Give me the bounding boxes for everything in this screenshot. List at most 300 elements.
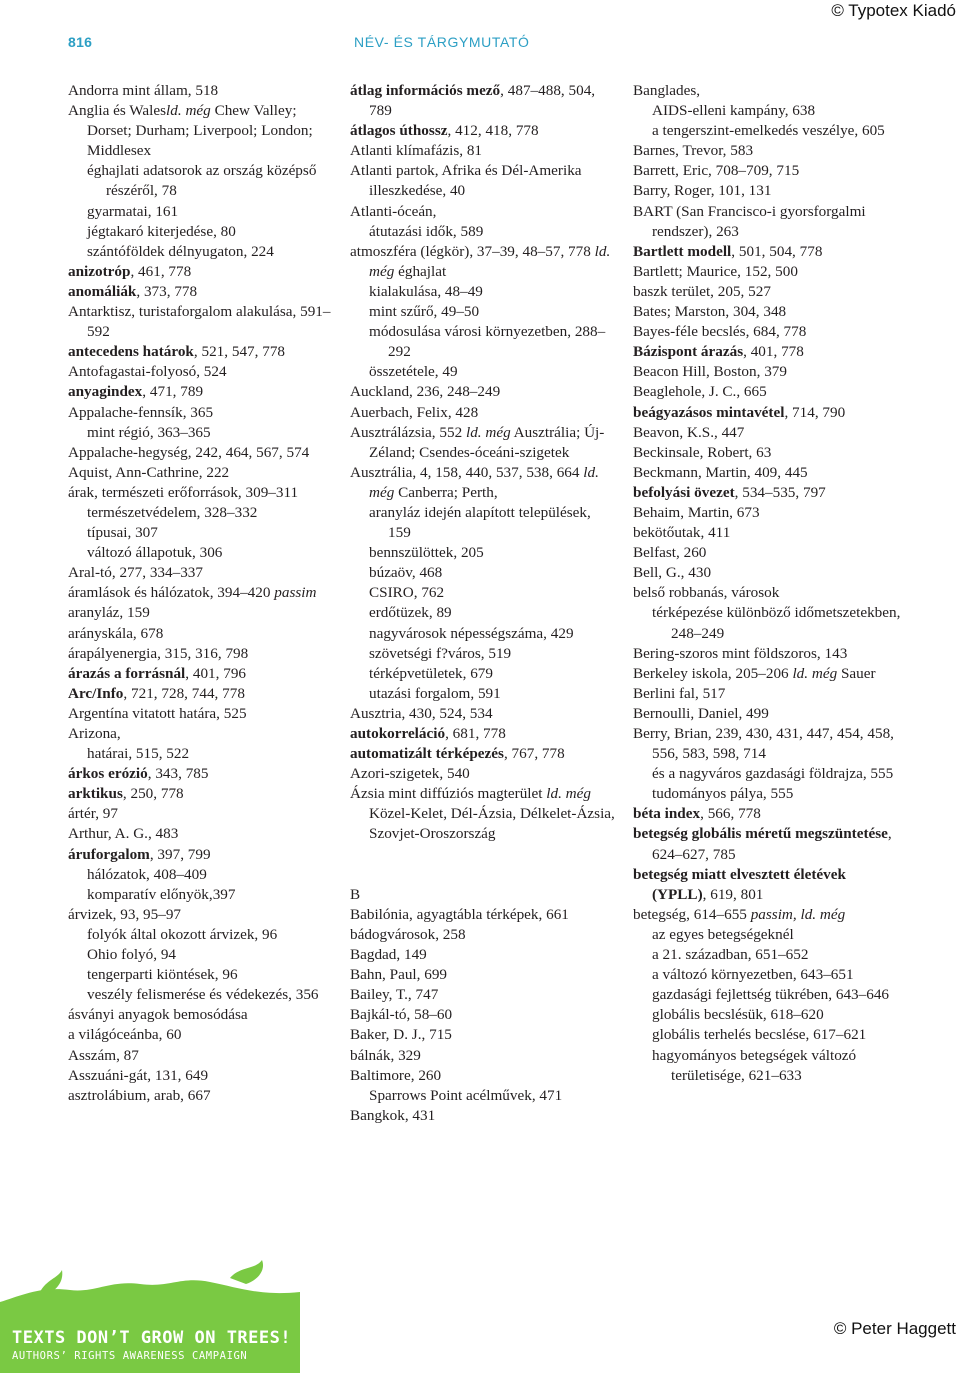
index-term: a 21. században, 651–652 xyxy=(652,946,809,964)
index-entry xyxy=(68,644,333,664)
index-entry xyxy=(68,784,333,804)
index-column-2 xyxy=(350,81,615,1126)
campaign-subline: AUTHORS’ RIGHTS AWARENESS CAMPAIGN xyxy=(12,1350,248,1362)
index-locators: , 412, 418, 778 xyxy=(447,122,539,140)
index-entry xyxy=(633,724,903,764)
index-term: Anglia és Wales xyxy=(68,102,167,120)
index-term: térképvetületek, 679 xyxy=(369,664,493,682)
index-entry xyxy=(633,905,903,925)
index-term: AIDS-elleni kampány, 638 xyxy=(652,102,816,120)
index-entry xyxy=(350,885,615,905)
index-term: a tengerszint-emelkedés veszélye, 605 xyxy=(652,122,885,140)
index-subentry xyxy=(633,1005,903,1025)
index-term: Bahn, Paul, 699 xyxy=(350,966,448,984)
index-subentry xyxy=(350,1086,615,1106)
index-subentry xyxy=(633,965,903,985)
index-entry xyxy=(68,824,333,844)
index-subentry xyxy=(68,744,333,764)
index-term: autokorreláció xyxy=(350,725,446,742)
index-locators: , 343, 785 xyxy=(147,765,209,783)
index-entry xyxy=(633,704,903,724)
index-term: Ohio folyó, 94 xyxy=(87,946,177,964)
index-entry xyxy=(350,141,615,161)
index-term: búzaöv, 468 xyxy=(369,564,443,582)
index-term: Bangkok, 431 xyxy=(350,1106,436,1124)
index-subentry xyxy=(633,985,903,1005)
index-entry xyxy=(68,1066,333,1086)
index-term: árkos erózió xyxy=(68,765,148,783)
index-term: gazdasági fejlettség tükrében, 643–646 xyxy=(652,986,890,1004)
index-term: baszk terület, 205, 527 xyxy=(633,282,771,300)
index-term: szövetségi f?város, 519 xyxy=(369,644,512,662)
index-entry xyxy=(350,744,615,764)
index-subentry xyxy=(68,423,333,443)
index-entry xyxy=(633,81,903,101)
index-term: Belfast, 260 xyxy=(633,544,707,562)
index-term: átlagos úthossz xyxy=(350,122,448,140)
index-term: összetétele, 49 xyxy=(369,363,458,381)
index-locators: , 681, 778 xyxy=(445,725,506,742)
index-subentry xyxy=(68,202,333,222)
index-term: Arthur, A. G., 483 xyxy=(68,825,179,843)
index-entry xyxy=(350,985,615,1005)
index-term: komparatív előnyök,397 xyxy=(87,885,236,903)
index-entry xyxy=(633,382,903,402)
index-term: Berkeley iskola, 205–206 xyxy=(633,664,789,682)
index-entry xyxy=(68,724,333,744)
index-subentry xyxy=(633,925,903,945)
index-term: Baltimore, 260 xyxy=(350,1066,442,1084)
index-term: Bates; Marston, 304, 348 xyxy=(633,303,787,321)
index-term: Bering-szoros mint földszoros, 143 xyxy=(633,644,848,662)
index-subentry xyxy=(633,764,903,784)
index-term: asztrolábium, arab, 667 xyxy=(68,1086,211,1104)
index-term: bádogvárosok, 258 xyxy=(350,925,466,943)
index-term: tengerparti kiöntések, 96 xyxy=(87,966,238,984)
index-term: árvizek, 93, 95–97 xyxy=(68,905,182,923)
index-term: Ázsia mint diffúziós magterület xyxy=(350,785,543,803)
index-locators: , 566, 778 xyxy=(700,805,761,823)
index-term: bekötőutak, 411 xyxy=(633,524,731,542)
index-term: Auerbach, Felix, 428 xyxy=(350,403,479,421)
index-subentry xyxy=(350,684,615,704)
index-entry xyxy=(633,865,903,905)
index-locators: , 501, 504, 778 xyxy=(731,242,823,260)
index-entry xyxy=(633,483,903,503)
index-term: antecedens határok xyxy=(68,343,194,361)
index-subentry xyxy=(68,242,333,262)
index-entry xyxy=(68,1086,333,1106)
index-locators: , 487–488, 504, 789 xyxy=(369,82,596,120)
index-subentry xyxy=(350,624,615,644)
index-subentry xyxy=(633,1046,903,1086)
index-entry xyxy=(350,1025,615,1045)
index-entry xyxy=(633,322,903,342)
index-subentry xyxy=(350,322,615,362)
index-term: anyagindex xyxy=(68,383,143,401)
index-locators: Ausztrália; Új-Zéland; Csendes-óceáni-szigetek xyxy=(369,423,605,461)
index-term: globális becslésük, 618–620 xyxy=(652,1006,824,1024)
index-term: Beacon Hill, Boston, 379 xyxy=(633,363,787,381)
index-term: anomáliák xyxy=(68,282,137,300)
index-term: Barrett, Eric, 708–709, 715 xyxy=(633,162,800,180)
index-entry xyxy=(68,101,333,161)
index-entry xyxy=(68,483,333,503)
index-entry xyxy=(68,302,333,342)
index-term: bennszülöttek, 205 xyxy=(369,544,484,562)
index-entry xyxy=(68,403,333,423)
index-term: Bartlett modell xyxy=(633,242,732,260)
section-title: NÉV- ÉS TÁRGYMUTATÓ xyxy=(354,34,530,50)
index-term: folyók által okozott árvizek, 96 xyxy=(87,925,278,943)
index-subentry xyxy=(68,885,333,905)
index-entry xyxy=(350,945,615,965)
index-locators: , 461, 778 xyxy=(130,262,192,280)
index-term: gyarmatai, 161 xyxy=(87,202,179,220)
index-entry xyxy=(633,423,903,443)
index-entry xyxy=(350,1005,615,1025)
index-crossref-label: ld. még xyxy=(788,664,838,682)
index-term: betegség globális méretű megszüntetése xyxy=(633,825,888,843)
index-entry xyxy=(68,704,333,724)
index-entry xyxy=(350,1046,615,1066)
index-term: béta index xyxy=(633,805,701,823)
index-term: árazás a forrásnál xyxy=(68,664,186,682)
index-term: Asszuáni-gát, 131, 649 xyxy=(68,1066,209,1084)
index-entry xyxy=(633,664,903,684)
index-term: Bajkál-tó, 58–60 xyxy=(350,1006,453,1024)
index-entry xyxy=(68,1046,333,1066)
index-term: atmoszféra (légkör), 37–39, 48–57, 778 xyxy=(350,242,591,260)
index-term: belső robbanás, városok xyxy=(633,584,780,602)
index-term: Antofagastai-folyosó, 524 xyxy=(68,363,227,381)
index-locators: Chew Valley; Dorset; Durham; Liverpool; London; Middlesex xyxy=(87,102,313,160)
index-spacer xyxy=(350,845,615,865)
index-subentry xyxy=(350,503,615,543)
index-entry xyxy=(350,965,615,985)
index-term: Appalache-hegység, 242, 464, 567, 574 xyxy=(68,443,310,461)
index-term: arányskála, 678 xyxy=(68,624,164,642)
index-entry xyxy=(68,905,333,925)
index-locators: Sauer xyxy=(837,664,876,682)
copyright-notice-top: © Typotex Kiadó xyxy=(831,1,956,20)
index-entry xyxy=(68,563,333,583)
index-entry xyxy=(68,1005,333,1025)
index-locators: , 397, 799 xyxy=(149,845,211,863)
index-entry xyxy=(633,362,903,382)
index-term: erdőtüzek, 89 xyxy=(369,604,452,622)
index-entry xyxy=(633,161,903,181)
index-crossref-label: ld. még xyxy=(542,785,591,803)
index-entry xyxy=(68,624,333,644)
index-term: hagyományos betegségek változó területisége, 621–633 xyxy=(652,1046,857,1084)
index-subentry xyxy=(350,603,615,623)
index-crossref-label: ld. még xyxy=(369,463,599,501)
index-crossref-label: ld. még xyxy=(462,423,511,441)
index-term: Argentína vitatott határa, 525 xyxy=(68,704,247,722)
index-term: Azori-szigetek, 540 xyxy=(350,765,470,783)
index-term: természetvédelem, 328–332 xyxy=(87,503,258,521)
index-term: betegség miatt elvesztett életévek (YPLL) xyxy=(633,865,846,903)
index-subentry xyxy=(350,302,615,322)
index-crossref-label: ld. még xyxy=(369,242,611,280)
index-crossref-label: ld. még xyxy=(166,102,211,120)
index-entry xyxy=(633,463,903,483)
index-entry xyxy=(633,503,903,523)
index-term: utazási forgalom, 591 xyxy=(369,684,501,702)
index-entry xyxy=(633,644,903,664)
index-term: Andorra mint állam, 518 xyxy=(68,82,219,99)
index-entry xyxy=(68,382,333,402)
index-locators: , 714, 790 xyxy=(784,403,846,421)
index-entry xyxy=(633,583,903,603)
index-entry xyxy=(68,342,333,362)
index-term: aranyláz idején alapított települések, 159 xyxy=(369,503,591,542)
index-term: CSIRO, 762 xyxy=(369,584,445,602)
index-entry xyxy=(633,824,903,864)
index-entry xyxy=(633,141,903,161)
index-spacer xyxy=(350,865,615,885)
index-subentry xyxy=(633,101,903,121)
index-term: szántóföldek délnyugaton, 224 xyxy=(87,242,274,260)
index-term: ártér, 97 xyxy=(68,805,118,823)
index-entry xyxy=(633,523,903,543)
index-term: éghajlati adatsorok az ország középső részéről, 78 xyxy=(87,162,317,200)
index-entry xyxy=(350,925,615,945)
index-entry xyxy=(68,764,333,784)
index-subentry xyxy=(68,543,333,563)
index-locators: Canberra; Perth, xyxy=(394,483,498,501)
index-entry xyxy=(633,684,903,704)
index-term: aranyláz, 159 xyxy=(68,604,150,622)
index-entry xyxy=(350,905,615,925)
index-term: Arizona, xyxy=(68,725,121,742)
index-entry xyxy=(68,282,333,302)
index-subentry xyxy=(633,121,903,141)
index-entry xyxy=(68,684,333,704)
index-column-1 xyxy=(68,81,333,1106)
index-subentry xyxy=(350,563,615,583)
index-term: Bayes-féle becslés, 684, 778 xyxy=(633,323,807,341)
index-term: áramlások és hálózatok, 394–420 xyxy=(68,584,271,602)
index-subentry xyxy=(68,161,333,201)
index-term: térképezése különböző időmetszetekben, 248–249 xyxy=(652,604,901,642)
index-locators: , 624–627, 785 xyxy=(652,825,892,863)
index-entry xyxy=(350,121,615,141)
index-subentry xyxy=(633,603,903,643)
index-subentry xyxy=(68,985,333,1005)
index-entry xyxy=(633,262,903,282)
index-term: árak, természeti erőforrások, 309–311 xyxy=(68,483,299,501)
index-term: Barry, Roger, 101, 131 xyxy=(633,182,772,200)
index-entry xyxy=(633,804,903,824)
index-term: Aquist, Ann-Cathrine, 222 xyxy=(68,463,230,481)
index-term: Arc/Info xyxy=(68,684,124,702)
index-term: a változó környezetben, 643–651 xyxy=(652,966,854,984)
index-entry xyxy=(68,583,333,603)
index-term: betegség, 614–655 xyxy=(633,905,747,923)
index-locators: , 250, 778 xyxy=(122,785,184,803)
index-term: veszély felismerése és védekezés, 356 xyxy=(87,986,319,1004)
index-entry xyxy=(633,282,903,302)
index-entry xyxy=(633,181,903,201)
index-entry xyxy=(350,1066,615,1086)
index-subentry xyxy=(350,664,615,684)
index-locators: , 534–535, 797 xyxy=(734,483,826,501)
index-locators: , 619, 801 xyxy=(702,885,764,903)
index-term: Bagdad, 149 xyxy=(350,946,427,964)
index-entry xyxy=(350,463,615,503)
index-term: Appalache-fennsík, 365 xyxy=(68,403,214,421)
page-number: 816 xyxy=(68,34,93,50)
index-term: hálózatok, 408–409 xyxy=(87,865,207,883)
index-term: bálnák, 329 xyxy=(350,1046,421,1064)
index-term: Sparrows Point acélművek, 471 xyxy=(369,1086,563,1104)
index-term: Bernoulli, Daniel, 499 xyxy=(633,704,769,722)
index-locators: , 521, 547, 778 xyxy=(193,343,285,361)
index-term: árapályenergia, 315, 316, 798 xyxy=(68,644,249,662)
index-term: automatizált térképezés xyxy=(350,745,504,763)
index-term: ásványi anyagok bemosódása xyxy=(68,1006,248,1024)
index-entry xyxy=(350,704,615,724)
index-term: Baker, D. J., 715 xyxy=(350,1026,452,1044)
index-subentry xyxy=(350,583,615,603)
index-term: módosulása városi környezetben, 288–292 xyxy=(369,323,606,361)
index-term: típusai, 307 xyxy=(87,524,158,542)
index-entry xyxy=(68,262,333,282)
index-locators: , 373, 778 xyxy=(136,282,198,300)
index-entry xyxy=(68,463,333,483)
index-subentry xyxy=(633,784,903,804)
index-entry xyxy=(68,603,333,623)
index-term: mint régió, 363–365 xyxy=(87,423,211,441)
index-term: az egyes betegségeknél xyxy=(652,925,794,943)
index-entry xyxy=(350,202,615,222)
index-term: befolyási övezet xyxy=(633,483,735,501)
index-entry xyxy=(350,724,615,744)
index-term: Barnes, Trevor, 583 xyxy=(633,142,754,160)
index-entry xyxy=(350,403,615,423)
index-term: Atlanti-óceán, xyxy=(350,202,437,220)
index-term: Babilónia, agyagtábla térképek, 661 xyxy=(350,905,569,923)
index-entry xyxy=(68,362,333,382)
index-term: B xyxy=(350,885,361,903)
index-entry xyxy=(350,784,615,844)
index-subentry xyxy=(350,362,615,382)
index-subentry xyxy=(68,945,333,965)
index-term: Ausztrália, 4, 158, 440, 537, 538, 664 xyxy=(350,463,580,481)
index-crossref-label: passim xyxy=(270,584,317,602)
index-term: mint szűrő, 49–50 xyxy=(369,303,480,321)
index-term: Beaglehole, J. C., 665 xyxy=(633,383,767,401)
index-term: jégtakaró kiterjedése, 80 xyxy=(87,222,236,240)
index-entry xyxy=(350,81,615,121)
index-term: Bailey, T., 747 xyxy=(350,986,439,1004)
index-subentry xyxy=(68,925,333,945)
index-subentry xyxy=(350,543,615,563)
index-locators: , 401, 796 xyxy=(185,664,247,682)
index-entry xyxy=(633,403,903,423)
index-entry xyxy=(350,382,615,402)
index-subentry xyxy=(350,222,615,242)
index-subentry xyxy=(68,222,333,242)
index-term: a világóceánba, 60 xyxy=(68,1026,182,1044)
index-term: globális terhelés becslése, 617–621 xyxy=(652,1026,867,1044)
index-column-3 xyxy=(633,81,903,1086)
index-term: Berry, Brian, 239, 430, 431, 447, 454, 458, 556, 583, 598, 714 xyxy=(633,725,894,763)
index-subentry xyxy=(68,503,333,523)
index-term: Berlini fal, 517 xyxy=(633,684,726,702)
index-entry xyxy=(633,242,903,262)
index-term: Beckmann, Martin, 409, 445 xyxy=(633,463,808,481)
index-entry xyxy=(350,764,615,784)
index-subentry xyxy=(350,282,615,302)
index-subentry xyxy=(633,945,903,965)
index-term: Ausztria, 430, 524, 534 xyxy=(350,704,493,722)
index-entry xyxy=(633,543,903,563)
index-locators: , 471, 789 xyxy=(142,383,204,401)
index-term: tudományos pálya, 555 xyxy=(652,785,794,803)
index-locators: , 767, 778 xyxy=(503,745,565,763)
index-term: Antarktisz, turistaforgalom alakulása, 591–592 xyxy=(68,303,331,341)
copyright-notice-bottom: © Peter Haggett xyxy=(833,1319,956,1338)
index-locators: Közel-Kelet, Dél-Ázsia, Délkelet-Ázsia, Szovjet-Oroszország xyxy=(369,805,615,843)
index-entry xyxy=(68,845,333,865)
index-term: Auckland, 236, 248–249 xyxy=(350,383,501,401)
index-subentry xyxy=(350,644,615,664)
index-crossref-label: passim, ld. még xyxy=(746,905,846,923)
index-entry xyxy=(350,161,615,201)
index-term: Beckinsale, Robert, 63 xyxy=(633,443,772,461)
index-term: Asszám, 87 xyxy=(68,1046,139,1064)
index-term: anizotróp xyxy=(68,262,131,280)
index-term: változó állapotuk, 306 xyxy=(87,544,223,562)
index-subentry xyxy=(633,1025,903,1045)
page-header xyxy=(68,34,960,56)
index-locators: , 721, 728, 744, 778 xyxy=(123,684,245,702)
index-entry xyxy=(633,563,903,583)
index-term: átutazási idők, 589 xyxy=(369,222,484,240)
index-term: Bázispont árazás xyxy=(633,343,744,361)
index-entry xyxy=(633,202,903,242)
index-entry xyxy=(350,423,615,463)
campaign-banner xyxy=(0,1256,300,1373)
index-subentry xyxy=(68,965,333,985)
index-term: Bartlett; Maurice, 152, 500 xyxy=(633,262,798,280)
index-subentry xyxy=(68,523,333,543)
index-entry xyxy=(350,242,615,282)
index-term: áruforgalom xyxy=(68,845,150,863)
index-entry xyxy=(350,1106,615,1126)
index-entry xyxy=(68,81,333,101)
index-term: Atlanti klímafázis, 81 xyxy=(350,142,483,160)
index-term: határai, 515, 522 xyxy=(87,745,190,763)
index-term: Beavon, K.S., 447 xyxy=(633,423,745,441)
index-entry xyxy=(68,443,333,463)
index-entry xyxy=(68,804,333,824)
index-entry xyxy=(68,664,333,684)
index-term: Ausztrálázsia, 552 xyxy=(350,423,463,441)
index-term: Aral-tó, 277, 334–337 xyxy=(68,564,203,582)
index-term: átlag információs mező xyxy=(350,82,501,99)
index-term: arktikus xyxy=(68,785,123,803)
index-locators: , 401, 778 xyxy=(743,343,804,361)
index-term: kialakulása, 48–49 xyxy=(369,282,483,300)
index-term: Banglades, xyxy=(633,82,701,99)
index-entry xyxy=(68,1025,333,1045)
index-term: és a nagyváros gazdasági földrajza, 555 xyxy=(652,765,894,783)
index-entry xyxy=(633,443,903,463)
